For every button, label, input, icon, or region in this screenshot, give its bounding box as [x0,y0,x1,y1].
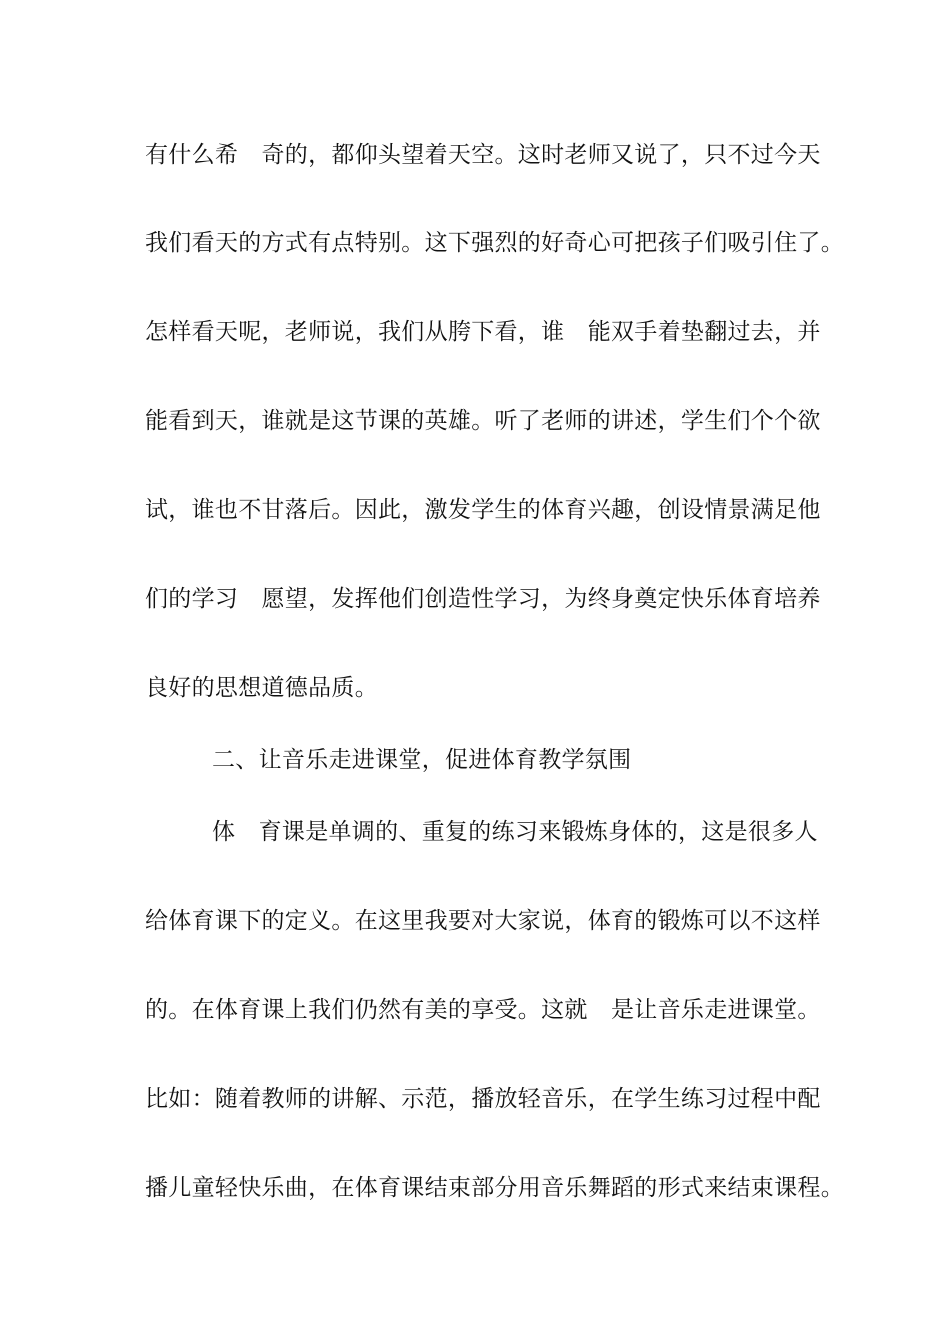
paragraph-line: 的。在体育课上我们仍然有美的享受。这就 是让音乐走进课堂。 [145,997,821,1023]
paragraph-line: 良好的思想道德品质。 [145,675,378,701]
paragraph-line: 们的学习 愿望，发挥他们创造性学习，为终身奠定快乐体育培养 [145,586,821,612]
paragraph-line: 有什么希 奇的，都仰头望着天空。这时老师又说了，只不过今天 [145,142,821,168]
paragraph-line: 怎样看天呢，老师说，我们从胯下看，谁 能双手着垫翻过去，并 [145,319,821,345]
paragraph-line: 能看到天，谁就是这节课的英雄。听了老师的讲述，学生们个个欲 [145,408,821,434]
paragraph-line: 我们看天的方式有点特别。这下强烈的好奇心可把孩子们吸引住了。 [145,230,844,256]
paragraph-line: 播儿童轻快乐曲，在体育课结束部分用音乐舞蹈的形式来结束课程。 [145,1175,844,1201]
paragraph-line: 试，谁也不甘落后。因此，激发学生的体育兴趣，创设情景满足他 [145,497,821,523]
paragraph-line: 比如：随着教师的讲解、示范，播放轻音乐，在学生练习过程中配 [145,1086,821,1112]
paragraph-line: 体 育课是单调的、重复的练习来锻炼身体的，这是很多人 [212,819,818,845]
section-heading: 二、让音乐走进课堂，促进体育教学氛围 [212,747,632,773]
paragraph-line: 给体育课下的定义。在这里我要对大家说，体育的锻炼可以不这样 [145,908,821,934]
